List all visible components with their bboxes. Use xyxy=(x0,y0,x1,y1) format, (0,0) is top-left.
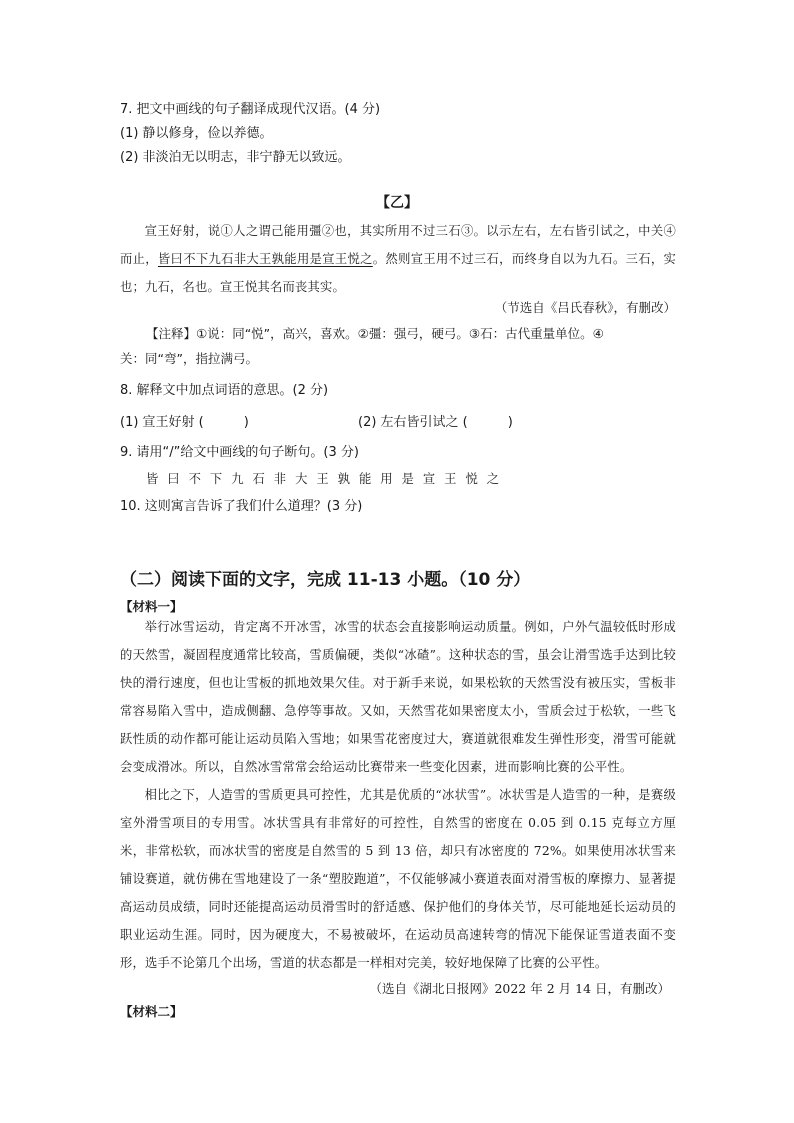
yi-heading: 【乙】 xyxy=(376,195,418,211)
q8-item-1-text: (1) 宣王好射 ( xyxy=(120,415,204,430)
q10-title: 10. 这则寓言告诉了我们什么道理？(3 分) xyxy=(120,499,363,514)
q8-item-2 xyxy=(358,413,513,433)
q8-item-2-close: ) xyxy=(507,415,513,430)
q7-sentence-1: (1) 静以修身，俭以养德。 xyxy=(120,126,273,141)
material-1-paragraph-2: 相比之下，人造雪的雪质更具可控性，尤其是优质的“冰状雪”。冰状雪是人造雪的一种，是赛级室外滑雪项目的专用雪。冰状雪具有非常好的可控性，自然雪的密度在 0.05 到 0.15 克每立方厘米，非常松软，而冰状雪的密度是自然雪的 5 到 13 倍，却只有冰密度的 72%。如果使用冰状雪来铺设赛道，就仿佛在雪地建设了一条“塑胶跑道”，不仅能够减小赛道表面对滑雪板的摩擦力、显著提高运动员成绩，同时还能提高运动员滑雪时的舒适感、保护他们的身体关节，尽可能地延长运动员的职业运动生涯。同时，因为硬度大，不易被破坏，在运动员高速转弯的情况下能保证雪道表面不变形，选手不论第几个出场，雪道的状态都是一样相对完美，较好地保障了比赛的公平性。 xyxy=(120,788,676,970)
material-1-paragraph-1: 举行冰雪运动，肯定离不开冰雪，冰雪的状态会直接影响运动质量。例如，户外气温较低时形成的天然雪，凝固程度通常比较高，雪质偏硬，类似“冰碴”。这种状态的雪，虽会让滑雪选手达到比较快的滑行速度，但也让雪板的抓地效果欠佳。对于新手来说，如果松软的天然雪没有被压实，雪板非常容易陷入雪中，造成侧翻、急停等事故。又如，天然雪花如果密度太小，雪质会过于松软，一些飞跃性质的动作都可能让运动员陷入雪地；如果雪花密度过大，赛道就很难发生弹性形变，滑雪可能就会变成滑冰。所以，自然冰雪常常会给运动比赛带来一些变化因素，进而影响比赛的公平性。 xyxy=(120,620,676,774)
yi-passage-part-c: 。然则宣王用不过三石，而终身自以为 xyxy=(372,252,588,266)
q7-title: 7. 把文中画线的句子翻译成现代汉语。(4 分) xyxy=(120,102,381,117)
material-1-label: 【材料一】 xyxy=(120,599,183,614)
q8-title: 8. 解释文中加点词语的意思。(2 分) xyxy=(120,383,329,398)
q9-sentence: 皆曰不下九石非大王孰能用是宣王悦之 xyxy=(146,472,509,486)
yi-notes-line-2: 关：同“弯”，指拉满弓。 xyxy=(120,351,258,366)
material-1-source: （选自《湖北日报网》2022 年 2 月 14 日，有删改） xyxy=(369,981,670,996)
material-2-label: 【材料二】 xyxy=(120,1004,183,1019)
q7-sentence-2: (2) 非淡泊无以明志，非宁静无以致远。 xyxy=(120,150,351,165)
yi-passage xyxy=(120,217,676,301)
yi-passage-part-a: 宣王好射，说①人之谓己能用彊②也，其实所用不过三石③。以示左右，左右皆引试之， xyxy=(144,224,639,238)
yi-passage-part-b: 中关④而止， xyxy=(120,224,676,266)
yi-passage-part-d: 九石。三石，实也；九石，名也。宣王悦其名而丧其实。 xyxy=(120,252,677,294)
yi-underlined-sentence: 皆曰不下九石非大王孰能用是宣王悦之 xyxy=(157,252,373,266)
q8-item-1-close: ) xyxy=(243,415,249,430)
q8-item-1 xyxy=(120,413,249,433)
q9-title: 9. 请用“/”给文中画线的句子断句。(3 分) xyxy=(120,445,359,460)
q8-item-2-text: (2) 左右皆引试之 ( xyxy=(358,415,468,430)
yi-notes-line-1: 【注释】①说：同“悦”，高兴，喜欢。②彊：强弓，硬弓。③石：古代重量单位。④ xyxy=(146,326,604,341)
yi-source: （节选自《吕氏春秋》，有删改） xyxy=(494,300,676,315)
part2-title: （二）阅读下面的文字，完成 11-13 小题。（10 分） xyxy=(120,570,531,590)
